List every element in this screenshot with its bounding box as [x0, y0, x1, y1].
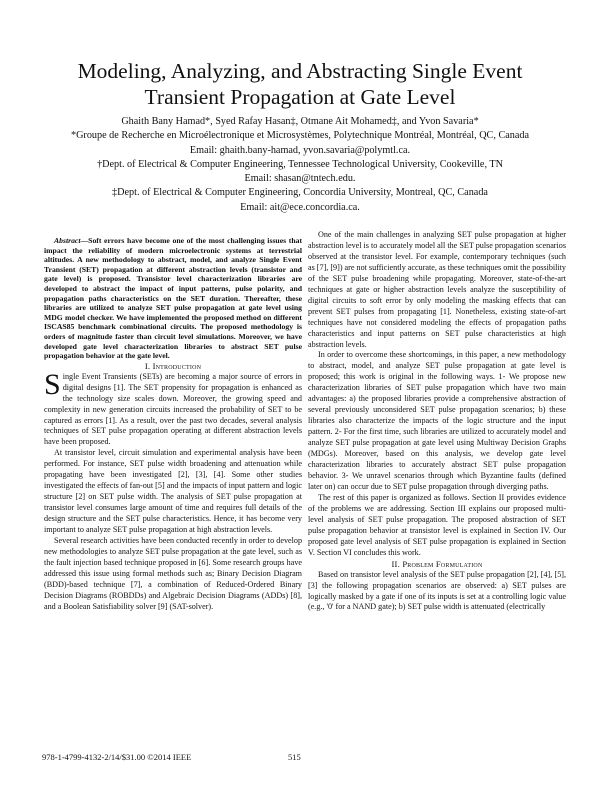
author-block [40, 115, 560, 215]
title-line-1: Modeling, Analyzing, and Abstracting Single Event [77, 59, 523, 83]
affiliation-1: *Groupe de Recherche en Microélectronique et Microsystèmes, Polytechnique Montréal, Montréal, QC, Canada [70, 130, 529, 142]
abstract [44, 236, 302, 361]
intro-paragraph-1 [44, 367, 302, 449]
intro-paragraph-1-text: ingle Event Transients (SETs) are becoming a major source of errors in digital designs [1]. The SET propensity for propagation is enhanced as the technology size scales down. Moreover, the growing speed and complexity in new generation circuits increased the probability of SET to be captured as errors [1]. As a result, over the past two decades, several analysis techniques of SET pulse propagation operating at different abstraction levels have been proposed. [44, 371, 302, 447]
author-names: Ghaith Bany Hamad*, Syed Rafay Hasan‡, Otmane Ait Mohamed‡, and Yvon Savaria* [121, 116, 479, 127]
paper-title [40, 58, 560, 110]
right-column [308, 230, 566, 613]
right-paragraph-2: In order to overcome these shortcomings, in this paper, a new methodology to abstract, model, and analyze SET pulse propagation at gate level is proposed; this work is original in the following ways. 1- We propose new characterization libraries of SET pulse propagation which have two main advantages: a) the proposed libraries provide a comprehensive abstraction of several previously unconsidered SET pulse propagation scenarios; b) these libraries also characterize the impacts of the logic structure and the input pattern. 2- For the first time, such libraries are utilized to accurately model and analyze SET pulse propagation at gate level using Multiway Decision Graphs (MDGs). Moreover, based on this analysis, we develop gate level characterization libraries to accurately abstract SET pulse propagation behavior. 3- We unravel scenarios through which Byzantine faults (defined later on) can occur due to SET pulse propagation through diverging paths. [308, 350, 566, 491]
left-column [44, 236, 302, 613]
page-number: 515 [288, 752, 301, 762]
copyright-notice: 978-1-4799-4132-2/14/$31.00 ©2014 IEEE [42, 752, 192, 762]
intro-paragraph-2: At transistor level, circuit simulation and experimental analysis have been performed. For instance, SET pulse width broadening and attenuation while propagating have been investigated [2], [3], [4]. Some other studies investigated the effects of fan-out [5] and the impacts of input pattern and logic structure [2] on SET pulse width. The analysis of SET pulse propagation at transistor level consumes large amount of time and requires full details of the design structure and the SET pulse characteristics. Hence, it has become very important to analyze SET pulse propagation at high abstraction levels. [44, 448, 302, 535]
section-heading-introduction: I. Introduction [144, 360, 202, 371]
email-1: Email: ghaith.bany-hamad, yvon.savaria@polymtl.ca. [189, 144, 411, 156]
email-3: Email: ait@ece.concordia.ca. [240, 201, 360, 213]
right-paragraph-3: The rest of this paper is organized as follows. Section II provides evidence of the problems we are addressing. Section III explains our proposed multi-level analysis of SET pulse propagation. The proposed abstraction of SET pulse propagation behavior at transistor level is explained in Section IV. Our proposed gate level analysis of SET pulse propagation is explained in Section V. Section VI concludes this work. [308, 492, 566, 557]
affiliation-2: †Dept. of Electrical & Computer Engineering, Tennessee Technological University, Cookeville, TN [97, 158, 503, 170]
title-line-2: Transient Propagation at Gate Level [144, 85, 456, 109]
right-paragraph-4: Based on transistor level analysis of the SET pulse propagation [2], [4], [5], [3] the following propagation scenarios are observed: a) SET pulses are logically masked by a gate if one of its inputs is set at a controlling logic value (e.g., '0' for a NAND gate); b) SET pulse width is attenuated (electrically [308, 569, 566, 612]
right-paragraph-1: One of the main challenges in analyzing SET pulse propagation at higher abstraction level is to accurately model all the SET pulse propagation scenarios observed at the transistor level. For example, contemporary techniques (such as [7], [9]) are not sufficiently accurate, as these techniques omit the possibility of the SET pulse broadening while propagating. Moreover, state-of-the-art techniques at gate or higher abstraction levels analyze the susceptibility of digital circuits to soft error by only modeling the masking effects that can prevent SET pulses from propagating [1]. Nonetheless, existing state-of-art techniques have not considered modeling the effects of propagation paths characteristics and input patterns on SET pulse characteristics at high abstraction levels. [308, 230, 566, 349]
affiliation-3: ‡Dept. of Electrical & Computer Engineering, Concordia University, Montreal, QC, Canada [112, 187, 488, 199]
email-2: Email: shasan@tntech.edu. [244, 173, 356, 185]
intro-paragraph-3: Several research activities have been conducted recently in order to develop new methodologies to analyze SET pulse propagation at the gate level, such as the fault injection based technique proposed in [6]. Some research groups have addressed this issue using formal methods such as; Binary Decision Diagram (BDD)-based technique [7], a combination of Reduced-Ordered Binary Decision Diagrams (ROBDDs) and Algebraic Decision Diagrams (ADDs) [8], and a Boolean Satisfiability solver [9] (SAT-solver). [44, 536, 302, 611]
abstract-lead: Abstract [54, 236, 81, 245]
drop-cap: S [44, 367, 61, 401]
abstract-text: —Soft errors have become one of the most challenging issues that impact the reliability of modern microelectronic systems at terrestrial altitudes. A new methodology to abstract, model, and analyze Single Event Transient (SET) propagation at different abstraction levels (transistor and gate level) is proposed. Transistor level characterization libraries are developed to abstract the impact of input patterns, pulse polarity, and propagation paths characteristics on the SET duration. Thereafter, these libraries are utilized to analyze SET pulse propagation at gate level using MDG model checker. We have implemented the proposed method on different ISCAS85 benchmark combinational circuits. The proposed methodology is orders of magnitude faster than circuit level simulations. Moreover, we have developed gate level characterization libraries to abstract SET pulse propagation behavior at the gate level. [44, 236, 302, 361]
section-heading-problem-formulation: II. Problem Formulation [391, 558, 483, 569]
